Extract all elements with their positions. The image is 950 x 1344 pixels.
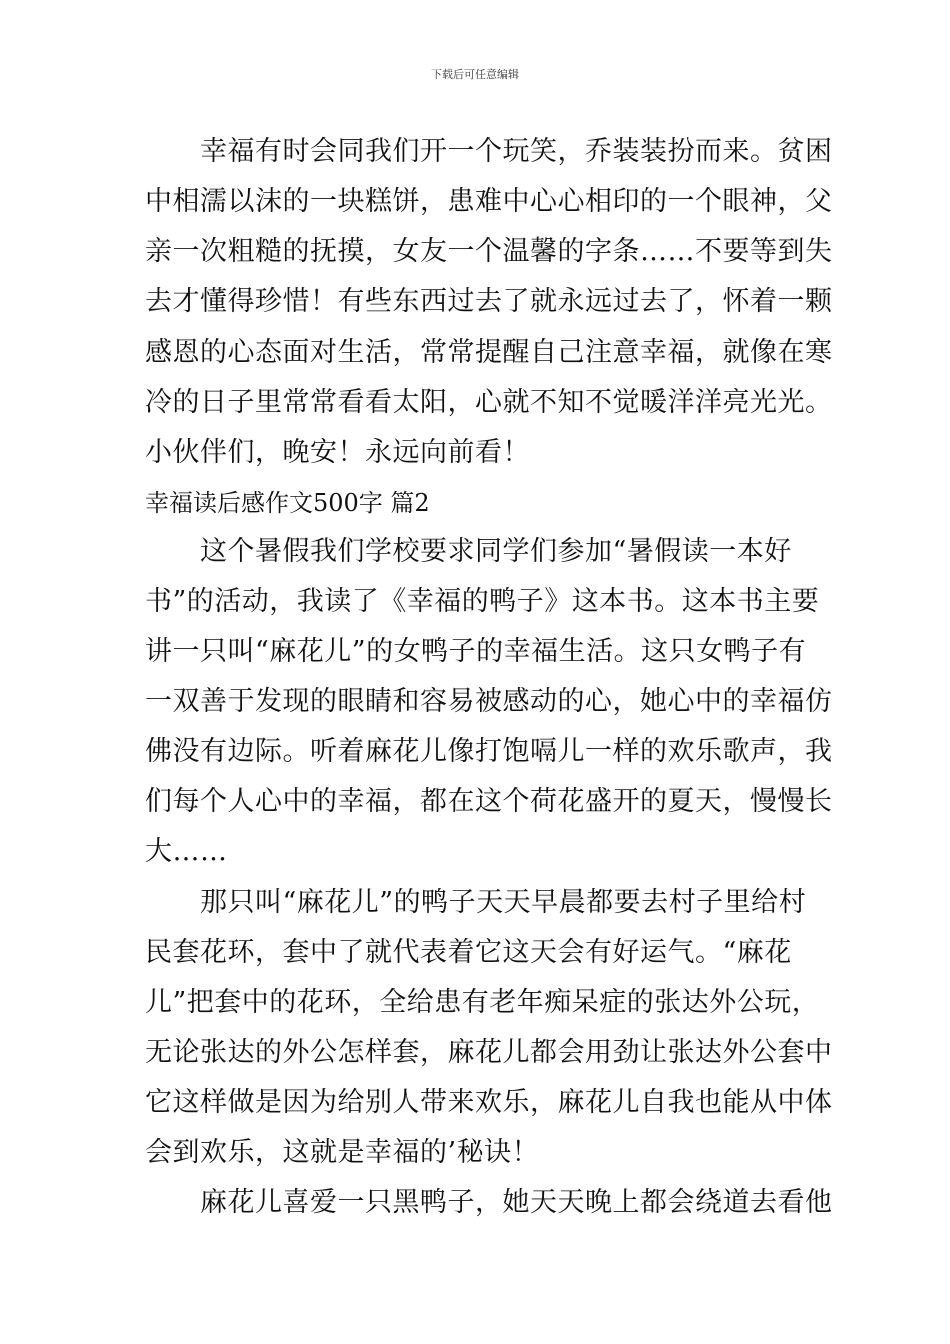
paragraph-line: 那只叫“麻花儿”的鸭子天天早晨都要去村子里给村 xyxy=(200,887,807,918)
paragraph-line: 讲一只叫“麻花儿”的女鸭子的幸福生活。这只女鸭子有 xyxy=(145,636,807,667)
paragraph-line: 民套花环，套中了就代表着它这天会有好运气。“麻花 xyxy=(145,937,792,968)
paragraph-line: 佛没有边际。听着麻花儿像打饱嗝儿一样的欢乐歌声，我 xyxy=(145,736,833,767)
paragraph-line: 幸福有时会同我们开一个玩笑，乔装装扮而来。贫困 xyxy=(200,136,833,167)
paragraph-line: 一双善于发现的眼睛和容易被感动的心，她心中的幸福仿 xyxy=(145,686,833,717)
paragraph-line: 中相濡以沫的一块糕饼，患难中心心相印的一个眼神，父 xyxy=(145,186,833,217)
paragraph-line: 亲一次粗糙的抚摸，女友一个温馨的字条……不要等到失 xyxy=(145,236,833,267)
paragraph-line: 这个暑假我们学校要求同学们参加“暑假读一本好 xyxy=(200,536,792,567)
paragraph-line: 儿”把套中的花环，全给患有老年痴呆症的张达外公玩， xyxy=(145,987,820,1018)
paragraph-line: 们每个人心中的幸福，都在这个荷花盛开的夏天，慢慢长 xyxy=(145,786,833,817)
page-header: 下载后可任意编辑 xyxy=(431,68,519,81)
paragraph-line: 它这样做是因为给别人带来欢乐，麻花儿自我也能从中体 xyxy=(145,1087,833,1118)
paragraph-line: 感恩的心态面对生活，常常提醒自己注意幸福，就像在寒 xyxy=(145,337,833,368)
paragraph-line: 大…… xyxy=(145,836,228,867)
section-title: 幸福读后感作文500字 篇2 xyxy=(145,489,430,517)
paragraph-line: 去才懂得珍惜！有些东西过去了就永远过去了，怀着一颗 xyxy=(145,286,833,317)
paragraph-line: 无论张达的外公怎样套，麻花儿都会用劲让张达外公套中 xyxy=(145,1037,833,1068)
paragraph-line: 冷的日子里常常看看太阳，心就不知不觉暖洋洋亮光光。 xyxy=(145,387,833,418)
paragraph-line: 麻花儿喜爱一只黑鸭子，她天天晚上都会绕道去看他 xyxy=(200,1187,833,1218)
paragraph-line: 小伙伴们，晚安！永远向前看！ xyxy=(145,437,530,468)
paragraph-line: 会到欢乐，这就是幸福的’秘诀！ xyxy=(145,1137,540,1168)
paragraph-line: 书”的活动，我读了《幸福的鸭子》这本书。这本书主要 xyxy=(145,586,820,617)
